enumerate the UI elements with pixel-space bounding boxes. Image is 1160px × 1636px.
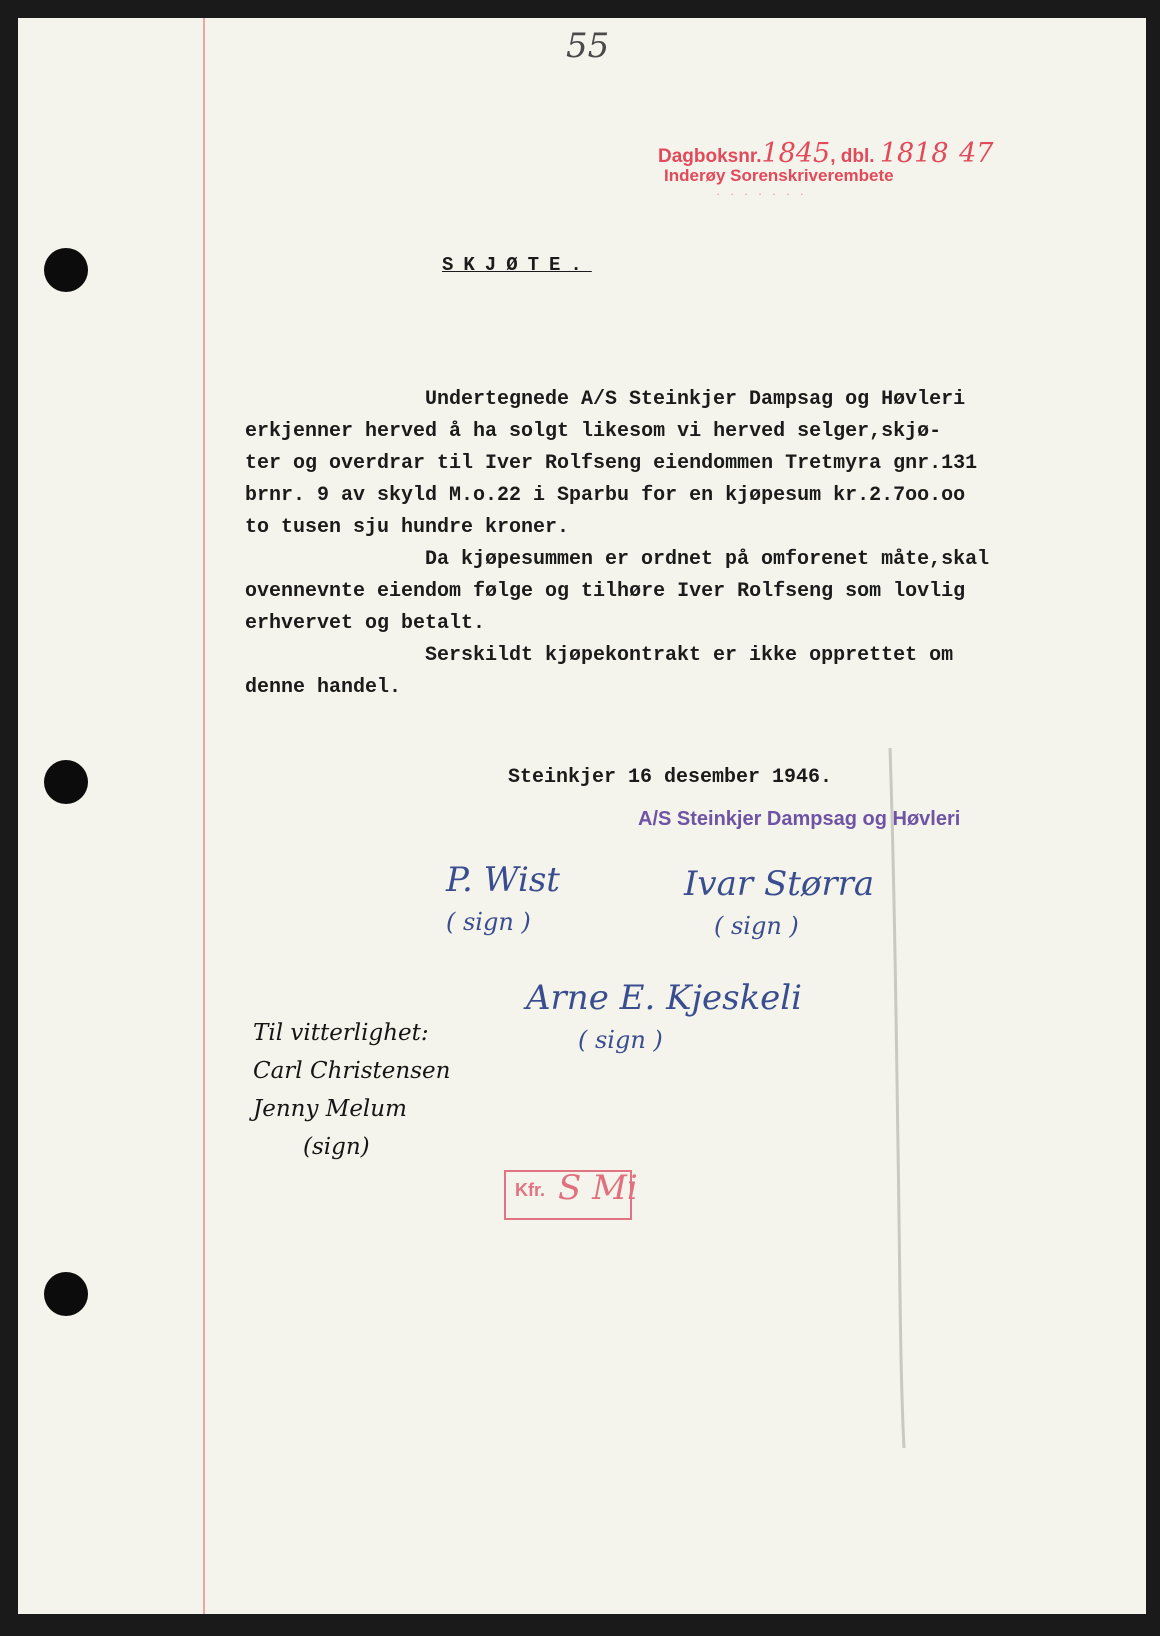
registry-stamp <box>658 138 993 169</box>
registry-dbl-number: 1818 <box>879 138 949 169</box>
punch-hole-middle <box>44 760 88 804</box>
company-stamp: A/S Steinkjer Dampsag og Høvleri <box>638 808 961 830</box>
body-line: denne handel. <box>245 676 402 699</box>
witness-heading: Til vitterlighet: <box>253 1020 429 1046</box>
witness-note: (sign) <box>303 1134 370 1160</box>
signature-2: Ivar Størra <box>684 864 875 904</box>
witness-block <box>253 1014 450 1166</box>
body-line: brnr. 9 av skyld M.o.22 i Sparbu for en kjøpesum kr.2.7oo.oo <box>245 484 966 507</box>
pencil-mark <box>886 748 908 1448</box>
registry-year: 47 <box>959 138 994 169</box>
body-line: Undertegnede A/S Steinkjer Dampsag og Høvleri <box>425 388 966 411</box>
punch-hole-top <box>44 248 88 292</box>
registry-dbl-label: , dbl. <box>830 146 875 167</box>
registry-entry-number: 1845 <box>761 138 831 169</box>
registry-faint-line: · · · · · · · <box>716 186 807 201</box>
registry-office: Inderøy Sorenskriverembete <box>664 166 894 185</box>
document-title: SKJØTE. <box>442 254 592 276</box>
reference-stamp-label: Kfr. <box>515 1180 546 1200</box>
document-page <box>18 18 1146 1614</box>
signature-1-note: ( sign ) <box>446 908 531 936</box>
body-line: ovennevnte eiendom følge og tilhøre Iver Rolfseng som lovlig <box>245 580 966 603</box>
witness-name: Carl Christensen <box>253 1058 451 1084</box>
place-date: Steinkjer 16 desember 1946. <box>508 766 833 789</box>
body-line: Da kjøpesummen er ordnet på omforenet måte,skal <box>425 548 990 571</box>
signature-1: P. Wist <box>446 860 560 900</box>
registry-label: Dagboksnr. <box>658 146 762 167</box>
body-line: to tusen sju hundre kroner. <box>245 516 570 539</box>
signature-3-note: ( sign ) <box>578 1026 663 1054</box>
punch-hole-bottom <box>44 1272 88 1316</box>
deed-body <box>245 384 1115 704</box>
reference-stamp-value: S Mi <box>558 1168 638 1208</box>
margin-line <box>203 18 205 1614</box>
witness-name: Jenny Melum <box>253 1096 407 1122</box>
body-line: Serskildt kjøpekontrakt er ikke opprettet om <box>425 644 954 667</box>
body-line: erhvervet og betalt. <box>245 612 486 635</box>
signature-3: Arne E. Kjeskeli <box>526 978 803 1018</box>
page-number: 55 <box>566 26 610 66</box>
body-line: erkjenner herved å ha solgt likesom vi herved selger,skjø- <box>245 420 942 443</box>
signature-2-note: ( sign ) <box>714 912 799 940</box>
body-line: ter og overdrar til Iver Rolfseng eiendommen Tretmyra gnr.131 <box>245 452 978 475</box>
